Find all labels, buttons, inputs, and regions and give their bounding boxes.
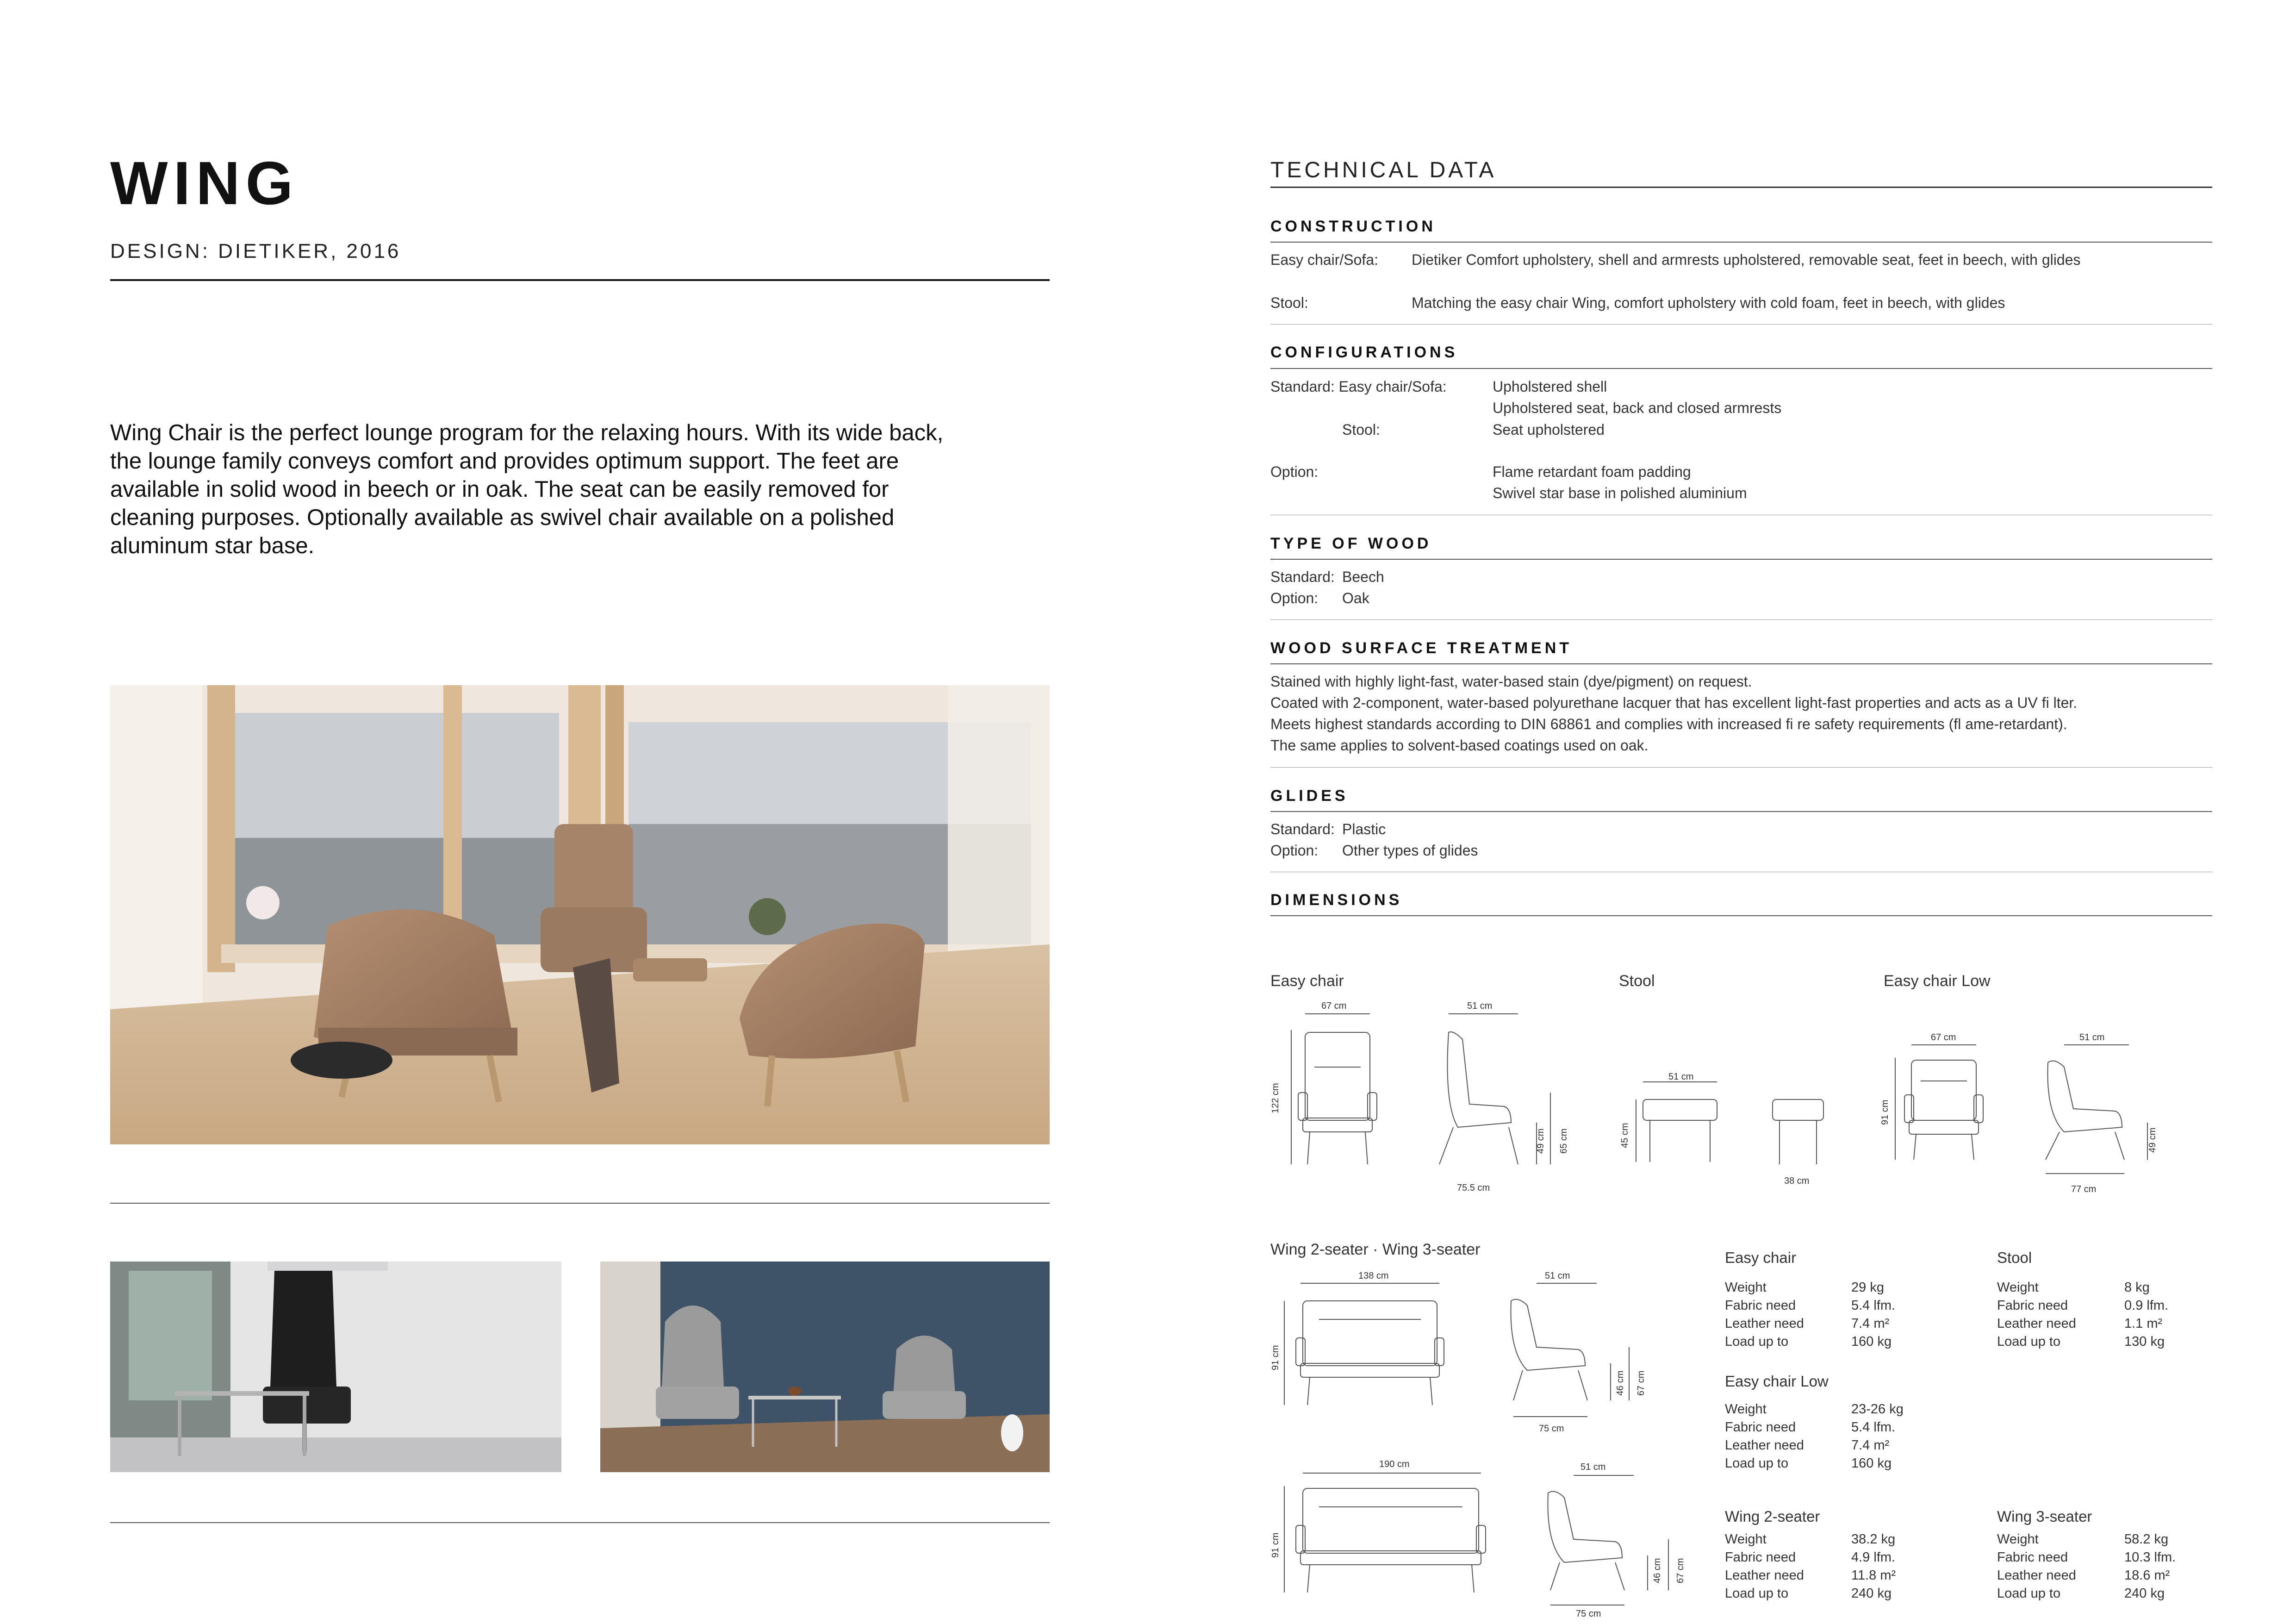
spec-value: 240 kg bbox=[2124, 1586, 2165, 1601]
spec-value: 23-26 kg bbox=[1851, 1402, 1904, 1417]
spec-value: 240 kg bbox=[1851, 1586, 1892, 1601]
dim-easy-chair-low-label: Easy chair Low bbox=[1884, 972, 1991, 990]
easy-chair-low-front-drawing bbox=[1893, 1044, 1995, 1164]
dim-value: 190 cm bbox=[1379, 1459, 1410, 1469]
glides-option-value: Other types of glides bbox=[1342, 842, 1478, 859]
construction-heading: CONSTRUCTION bbox=[1270, 218, 1436, 235]
easy-chair-front-drawing bbox=[1282, 1012, 1393, 1169]
spec-key: Leather need bbox=[1997, 1316, 2076, 1331]
dim-value: 45 cm bbox=[1620, 1123, 1630, 1148]
spec-title: Easy chair Low bbox=[1725, 1373, 1829, 1390]
lounge-photo-black-chair bbox=[110, 1262, 561, 1472]
spec-key: Leather need bbox=[1725, 1568, 1804, 1583]
spec-value: 38.2 kg bbox=[1851, 1532, 1896, 1547]
spec-key: Load up to bbox=[1997, 1334, 2061, 1349]
spec-value: 58.2 kg bbox=[2124, 1532, 2169, 1547]
dim-value: 67 cm bbox=[1321, 1001, 1347, 1011]
dim-value: 51 cm bbox=[1668, 1072, 1694, 1082]
surface-line: Stained with highly light-fast, water-based stain (dye/pigment) on request. bbox=[1270, 673, 1752, 690]
wood-heading: TYPE OF WOOD bbox=[1270, 535, 1432, 552]
dim-value: 91 cm bbox=[1270, 1345, 1281, 1370]
easy-chair-side-drawing bbox=[1425, 1012, 1578, 1169]
dim-value: 38 cm bbox=[1784, 1176, 1810, 1186]
spec-key: Weight bbox=[1725, 1402, 1767, 1417]
dim-value: 67 cm bbox=[1675, 1558, 1686, 1583]
spec-title: Easy chair bbox=[1725, 1249, 1797, 1266]
construction-label: Stool: bbox=[1270, 294, 1308, 311]
section-divider bbox=[1270, 663, 2212, 664]
glides-standard-label: Standard: bbox=[1270, 821, 1335, 837]
intro-line: aluminum star base. bbox=[110, 533, 315, 558]
intro-line: Wing Chair is the perfect lounge program for the relaxing hours. With its wide back, bbox=[110, 420, 944, 445]
title-divider bbox=[110, 279, 1050, 281]
dim-value: 67 cm bbox=[1636, 1370, 1646, 1396]
dim-value: 75 cm bbox=[1576, 1609, 1601, 1619]
dim-value: 91 cm bbox=[1880, 1099, 1890, 1125]
spec-key: Leather need bbox=[1725, 1438, 1804, 1453]
dim-value: 138 cm bbox=[1358, 1271, 1389, 1281]
config-option-value: Flame retardant foam padding bbox=[1493, 463, 1691, 480]
spec-key: Leather need bbox=[1725, 1316, 1804, 1331]
section-divider bbox=[1270, 767, 2212, 768]
spec-value: 8 kg bbox=[2124, 1280, 2150, 1295]
section-divider bbox=[1270, 324, 2212, 325]
section-divider bbox=[1270, 242, 2212, 243]
spec-value: 4.9 lfm. bbox=[1851, 1550, 1896, 1565]
dim-value: 46 cm bbox=[1652, 1558, 1662, 1583]
spec-key: Fabric need bbox=[1725, 1298, 1796, 1313]
technical-data-title: TECHNICAL DATA bbox=[1270, 158, 1497, 182]
spec-key: Weight bbox=[1725, 1532, 1767, 1547]
surface-line: The same applies to solvent-based coatings used on oak. bbox=[1270, 737, 1649, 754]
spec-title: Wing 3-seater bbox=[1997, 1508, 2092, 1525]
intro-line: the lounge family conveys comfort and provides optimum support. The feet are bbox=[110, 449, 899, 474]
dim-value: 122 cm bbox=[1270, 1083, 1281, 1113]
spec-value: 11.8 m² bbox=[1851, 1568, 1896, 1583]
wood-standard-value: Beech bbox=[1342, 568, 1384, 585]
dim-value: 49 cm bbox=[2147, 1127, 2158, 1153]
section-divider bbox=[1270, 368, 2212, 369]
dimensions-heading: DIMENSIONS bbox=[1270, 891, 1403, 909]
construction-value: Dietiker Comfort upholstery, shell and armrests upholstered, removable seat, feet in beech, with glides bbox=[1412, 251, 2081, 268]
config-option-value: Swivel star base in polished aluminium bbox=[1493, 485, 1747, 501]
section-divider bbox=[1270, 811, 2212, 812]
spec-value: 1.1 m² bbox=[2124, 1316, 2163, 1331]
wood-standard-label: Standard: bbox=[1270, 568, 1335, 585]
config-stool-label: Stool: bbox=[1342, 421, 1380, 438]
easy-chair-low-side-drawing bbox=[2036, 1044, 2157, 1178]
spec-value: 130 kg bbox=[2124, 1334, 2165, 1349]
dim-stool-label: Stool bbox=[1619, 972, 1655, 990]
spec-value: 0.9 lfm. bbox=[2124, 1298, 2169, 1313]
config-stool-value: Seat upholstered bbox=[1493, 421, 1605, 438]
section-divider bbox=[1270, 915, 2212, 916]
spec-key: Fabric need bbox=[1997, 1298, 2068, 1313]
spec-key: Load up to bbox=[1725, 1456, 1789, 1471]
two-seater-side-drawing bbox=[1500, 1282, 1652, 1421]
spec-value: 10.3 lfm. bbox=[2124, 1550, 2176, 1565]
stool-side-drawing bbox=[1770, 1097, 1826, 1167]
config-standard-value: Upholstered seat, back and closed armrests bbox=[1493, 400, 1782, 416]
spec-key: Fabric need bbox=[1725, 1420, 1796, 1435]
config-standard-label: Standard: Easy chair/Sofa: bbox=[1270, 378, 1447, 395]
spec-key: Load up to bbox=[1725, 1586, 1789, 1601]
dim-sofa-label: Wing 2-seater · Wing 3-seater bbox=[1270, 1241, 1481, 1258]
dim-value: 46 cm bbox=[1615, 1370, 1625, 1396]
configurations-heading: CONFIGURATIONS bbox=[1270, 344, 1458, 361]
surface-heading: WOOD SURFACE TREATMENT bbox=[1270, 639, 1573, 657]
spec-value: 7.4 m² bbox=[1851, 1316, 1890, 1331]
spec-key: Weight bbox=[1997, 1532, 2039, 1547]
spec-value: 29 kg bbox=[1851, 1280, 1884, 1295]
three-seater-front-drawing bbox=[1282, 1472, 1495, 1597]
dim-value: 51 cm bbox=[1467, 1001, 1493, 1011]
glides-standard-value: Plastic bbox=[1342, 821, 1386, 837]
intro-line: available in solid wood in beech or in oak. The seat can be easily removed for bbox=[110, 477, 889, 502]
dim-value: 65 cm bbox=[1559, 1128, 1569, 1154]
lounge-photo-main bbox=[110, 685, 1050, 1144]
surface-line: Coated with 2-component, water-based polyurethane lacquer that has excellent light-fast properties and acts as a UV fi lter. bbox=[1270, 694, 2078, 711]
section-divider bbox=[1270, 619, 2212, 620]
intro-text bbox=[110, 419, 1017, 560]
section-divider bbox=[1270, 559, 2212, 560]
wood-option-label: Option: bbox=[1270, 590, 1319, 606]
dim-value: 77 cm bbox=[2071, 1184, 2097, 1194]
section-divider bbox=[1270, 187, 2212, 188]
spec-value: 160 kg bbox=[1851, 1334, 1892, 1349]
dim-value: 51 cm bbox=[1580, 1462, 1606, 1472]
glides-heading: GLIDES bbox=[1270, 787, 1349, 805]
photo-divider bbox=[110, 1203, 1050, 1204]
three-seater-side-drawing bbox=[1537, 1474, 1689, 1609]
dim-value: 51 cm bbox=[2079, 1032, 2105, 1043]
dim-value: 75 cm bbox=[1539, 1424, 1564, 1434]
construction-label: Easy chair/Sofa: bbox=[1270, 251, 1378, 268]
spec-title: Wing 2-seater bbox=[1725, 1508, 1820, 1525]
spec-key: Fabric need bbox=[1997, 1550, 2068, 1565]
wood-option-value: Oak bbox=[1342, 590, 1369, 606]
surface-line: Meets highest standards according to DIN 68861 and complies with increased fi re safety requirements (fl ame-retardant). bbox=[1270, 716, 2067, 732]
dim-easy-chair-label: Easy chair bbox=[1270, 972, 1344, 990]
config-option-label: Option: bbox=[1270, 463, 1319, 480]
spec-value: 5.4 lfm. bbox=[1851, 1298, 1896, 1313]
spec-key: Load up to bbox=[1997, 1586, 2061, 1601]
stool-front-drawing bbox=[1634, 1081, 1726, 1164]
spec-key: Weight bbox=[1725, 1280, 1767, 1295]
dim-value: 51 cm bbox=[1545, 1271, 1570, 1281]
intro-line: cleaning purposes. Optionally available as swivel chair available on a polished bbox=[110, 505, 895, 530]
spec-key: Fabric need bbox=[1725, 1550, 1796, 1565]
two-seater-front-drawing bbox=[1282, 1282, 1453, 1407]
spec-value: 160 kg bbox=[1851, 1456, 1892, 1471]
glides-option-label: Option: bbox=[1270, 842, 1319, 859]
lounge-photo-grey-chairs bbox=[600, 1262, 1050, 1472]
dim-value: 91 cm bbox=[1270, 1532, 1281, 1558]
photo-divider bbox=[110, 1522, 1050, 1523]
dim-value: 49 cm bbox=[1536, 1128, 1546, 1154]
spec-value: 7.4 m² bbox=[1851, 1438, 1890, 1453]
spec-key: Weight bbox=[1997, 1280, 2039, 1295]
spec-key: Leather need bbox=[1997, 1568, 2076, 1583]
spec-key: Load up to bbox=[1725, 1334, 1789, 1349]
spec-value: 18.6 m² bbox=[2124, 1568, 2170, 1583]
dim-value: 67 cm bbox=[1931, 1032, 1956, 1043]
spec-value: 5.4 lfm. bbox=[1851, 1420, 1896, 1435]
construction-value: Matching the easy chair Wing, comfort upholstery with cold foam, feet in beech, with glides bbox=[1412, 294, 2005, 311]
spec-title: Stool bbox=[1997, 1249, 2032, 1266]
page-title: WING bbox=[110, 149, 299, 217]
config-standard-value: Upholstered shell bbox=[1493, 378, 1607, 395]
dim-value: 75.5 cm bbox=[1457, 1183, 1490, 1193]
design-credit: DESIGN: DIETIKER, 2016 bbox=[110, 240, 401, 262]
